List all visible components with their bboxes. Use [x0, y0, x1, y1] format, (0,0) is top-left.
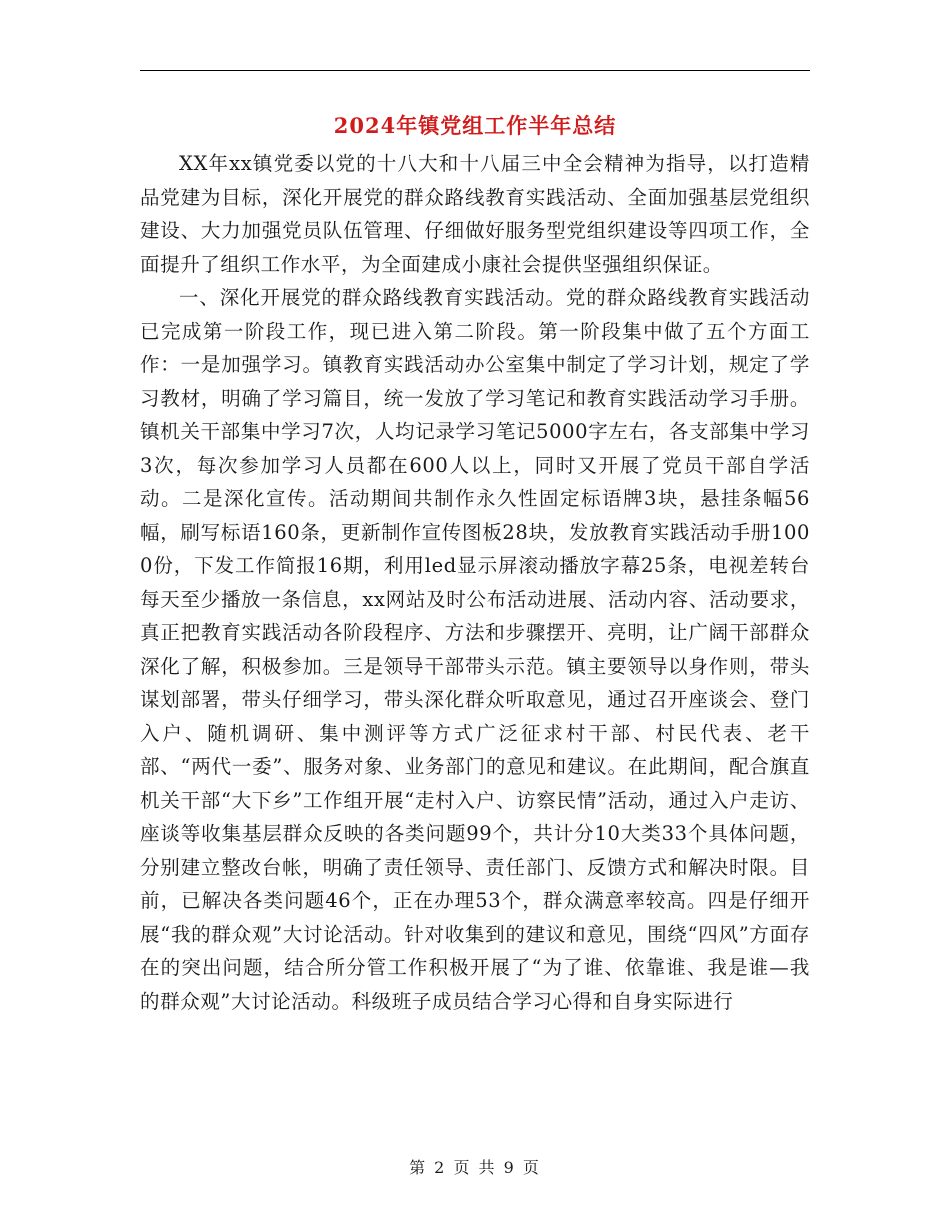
header-rule	[140, 70, 810, 71]
paragraph-section-one: 一、深化开展党的群众路线教育实践活动。党的群众路线教育实践活动已完成第一阶段工作，现已进入第二阶段。第一阶段集中做了五个方面工作：一是加强学习。镇教育实践活动办公室集中制定了学习计划，规定了学习教材，明确了学习篇目，统一发放了学习笔记和教育实践活动学习手册。镇机关干部集中学习7次，人均记录学习笔记5000字左右，各支部集中学习3次，每次参加学习人员都在600人以上，同时又开展了党员干部自学活动。二是深化宣传。活动期间共制作永久性固定标语牌3块，悬挂条幅56幅，刷写标语160条，更新制作宣传图板28块，发放教育实践活动手册1000份，下发工作简报16期，利用led显示屏滚动播放字幕25条，电视差转台每天至少播放一条信息，xx网站及时公布活动进展、活动内容、活动要求，真正把教育实践活动各阶段程序、方法和步骤摆开、亮明，让广阔干部群众深化了解，积极参加。三是领导干部带头示范。镇主要领导以身作则，带头谋划部署，带头仔细学习，带头深化群众听取意见，通过召开座谈会、登门入户、随机调研、集中测评等方式广泛征求村干部、村民代表、老干部、“两代一委”、服务对象、业务部门的意见和建议。在此期间，配合旗直机关干部“大下乡”工作组开展“走村入户、访察民情”活动，通过入户走访、座谈等收集基层群众反映的各类问题99个，共计分10大类33个具体问题，分别建立整改台帐，明确了责任领导、责任部门、反馈方式和解决时限。目前，已解决各类问题46个，正在办理53个，群众满意率较高。四是仔细开展“我的群众观”大讨论活动。针对收集到的建议和意见，围绕“四风”方面存在的突出问题，结合所分管工作积极开展了“为了谁、依靠谁、我是谁—我的群众观”大讨论活动。科级班子成员结合学习心得和自身实际进行	[140, 286, 810, 1013]
page-footer: 第 2 页 共 9 页	[409, 1158, 541, 1177]
document-title: 2024年镇党组工作半年总结	[333, 113, 617, 138]
document-body	[140, 147, 810, 1018]
paragraph-intro: XX年xx镇党委以党的十八大和十八届三中全会精神为指导，以打造精品党建为目标，深化开展党的群众路线教育实践活动、全面加强基层党组织建设、大力加强党员队伍管理、仔细做好服务型党组织建设等四项工作，全面提升了组织工作水平，为全面建成小康社会提供坚强组织保证。	[140, 152, 810, 276]
